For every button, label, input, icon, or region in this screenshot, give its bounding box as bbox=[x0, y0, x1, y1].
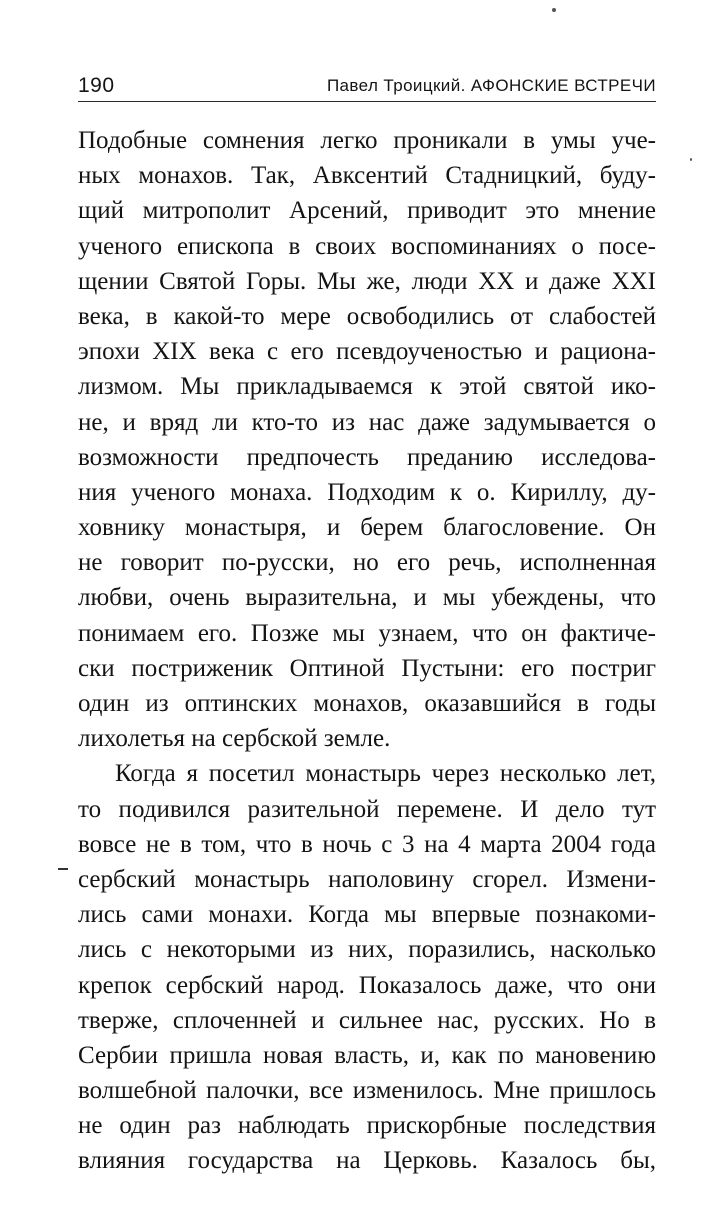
body-text bbox=[78, 123, 656, 1179]
page-header bbox=[78, 72, 656, 100]
text-line: ния ученого монаха. Подходим к о. Кириллу, ду- bbox=[78, 478, 656, 506]
text-line: лись с некоторыми из них, поразились, насколько bbox=[78, 936, 656, 964]
text-line: то подивился разительной перемене. И дело тут bbox=[78, 795, 656, 823]
paragraph-1 bbox=[78, 123, 656, 756]
text-line: влияния государства на Церковь. Казалось бы, bbox=[78, 1147, 656, 1175]
text-line: не, и вряд ли кто-то из нас даже задумывается о bbox=[78, 408, 656, 436]
text-line: сербский монастырь наполовину сгорел. Измени- bbox=[78, 865, 656, 893]
text-line: ных монахов. Так, Авксентий Стадницкий, буду- bbox=[78, 162, 656, 190]
text-line: понимаем его. Позже мы узнаем, что он фактиче- bbox=[78, 619, 656, 647]
running-title: Павел Троицкий. АФОНСКИЕ ВСТРЕЧИ bbox=[326, 76, 656, 95]
text-line: Когда я посетил монастырь через несколько лет, bbox=[115, 760, 656, 788]
scan-speck bbox=[690, 158, 692, 161]
text-line: Сербии пришла новая власть, и, как по мановению bbox=[78, 1041, 656, 1069]
text-line: любви, очень выразительна, и мы убеждены, что bbox=[78, 584, 656, 612]
text-line: лихолетья на сербской земле. bbox=[78, 725, 391, 753]
text-line: ски постриженик Оптиной Пустыни: его постриг bbox=[78, 654, 656, 682]
text-line: не говорит по-русски, но его речь, исполненная bbox=[78, 549, 656, 577]
scan-speck bbox=[552, 8, 556, 12]
text-line: ховнику монастыря, и берем благословение. Он bbox=[78, 514, 656, 542]
page-number: 190 bbox=[78, 74, 115, 97]
text-line: возможности предпочесть преданию исследова- bbox=[78, 443, 656, 471]
header-rule bbox=[78, 101, 656, 102]
text-line: волшебной палочки, все изменилось. Мне пришлось bbox=[78, 1077, 656, 1105]
text-line: тверже, сплоченней и сильнее нас, русских. Но в bbox=[78, 1006, 656, 1034]
text-line: лись сами монахи. Когда мы впервые познакоми- bbox=[78, 901, 656, 929]
text-line: Подобные сомнения легко проникали в умы уче- bbox=[78, 127, 656, 154]
text-line: один из оптинских монахов, оказавшийся в годы bbox=[78, 690, 656, 717]
text-line: вовсе не в том, что в ночь с 3 на 4 марта 2004 года bbox=[78, 830, 656, 858]
text-line: крепок сербский народ. Показалось даже, что они bbox=[78, 971, 656, 999]
text-line: ученого епископа в своих воспоминаниях о посе- bbox=[78, 232, 656, 260]
paragraph-2 bbox=[78, 756, 656, 1178]
text-line: не один раз наблюдать прискорбные последствия bbox=[78, 1112, 656, 1140]
text-line: щий митрополит Арсений, приводит это мнение bbox=[78, 197, 656, 225]
text-line: века, в какой-то мере освободились от слабостей bbox=[78, 302, 656, 330]
text-line: щении Святой Горы. Мы же, люди XX и даже XXI bbox=[78, 267, 656, 295]
margin-pencil-mark bbox=[58, 868, 68, 870]
text-line: эпохи XIX века с его псевдоученостью и рациона- bbox=[78, 338, 656, 366]
text-line: лизмом. Мы прикладываемся к этой святой ико- bbox=[78, 373, 656, 401]
